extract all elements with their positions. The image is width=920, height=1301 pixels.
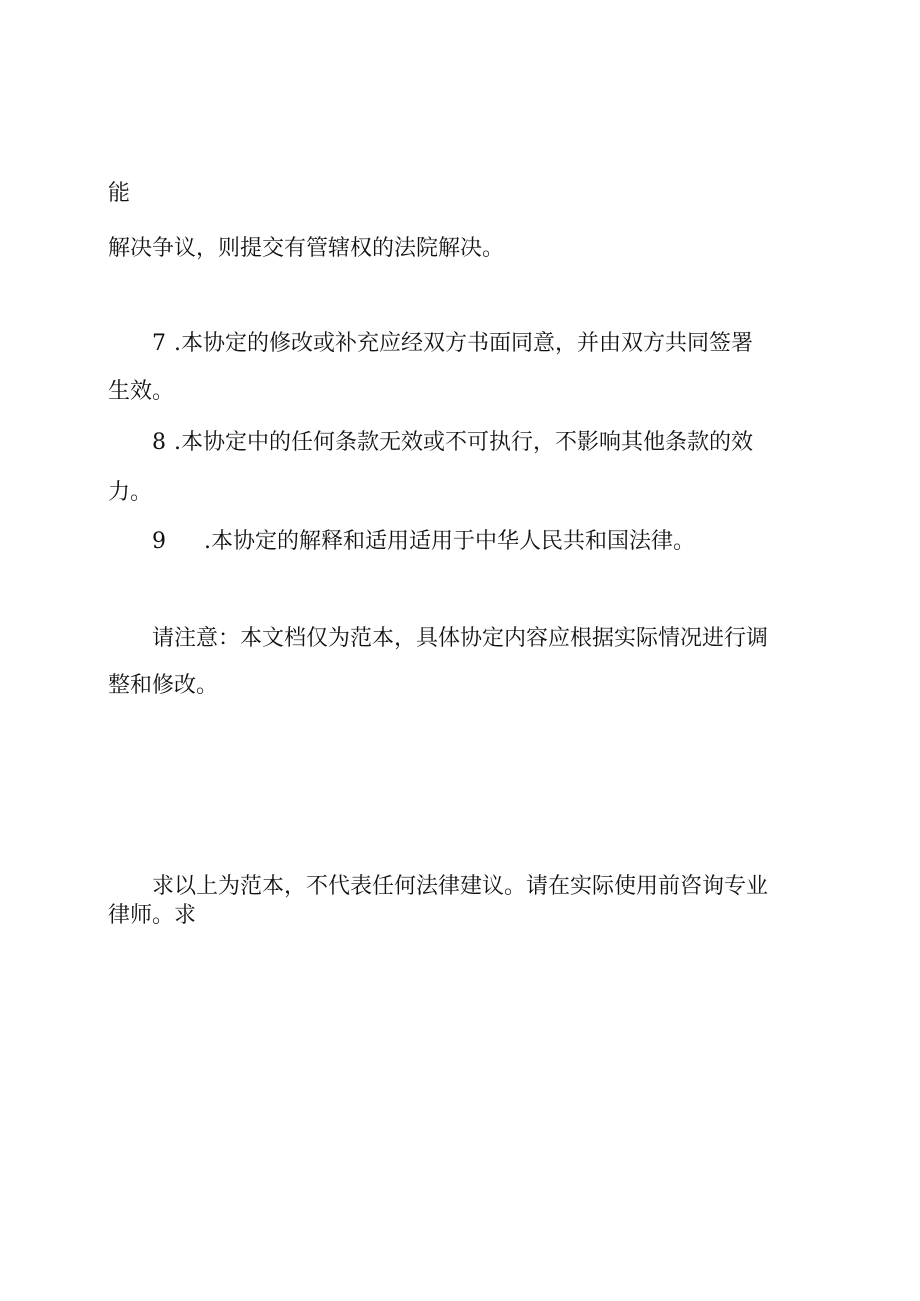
clause-7-continuation: 生效。 xyxy=(108,379,175,404)
fragment-continuation: 解决争议，则提交有管辖权的法院解决。 xyxy=(108,236,505,261)
clause-number: 9 xyxy=(152,529,166,554)
clause-number: 7 xyxy=(152,331,166,356)
clause-8 xyxy=(152,430,753,456)
disclaimer-line-2: 律师。求 xyxy=(108,903,197,928)
clause-8-continuation: 力。 xyxy=(108,480,153,505)
clause-text: .本协定中的任何条款无效或不可执行，不影响其他条款的效 xyxy=(174,430,753,455)
fragment-top: 能 xyxy=(108,181,131,206)
clause-text: .本协定的解释和适用适用于中华人民共和国法律。 xyxy=(204,529,695,554)
clause-number: 8 xyxy=(152,430,166,455)
disclaimer-line-1: 求以上为范本，不代表任何法律建议。请在实际使用前咨询专业 xyxy=(152,874,769,899)
clause-7 xyxy=(152,331,753,357)
notice-line-1: 请注意：本文档仅为范本，具体协定内容应根据实际情况进行调 xyxy=(152,626,769,651)
clause-9 xyxy=(152,529,695,555)
notice-line-2: 整和修改。 xyxy=(108,673,219,698)
clause-text: .本协定的修改或补充应经双方书面同意，并由双方共同签署 xyxy=(174,331,753,356)
